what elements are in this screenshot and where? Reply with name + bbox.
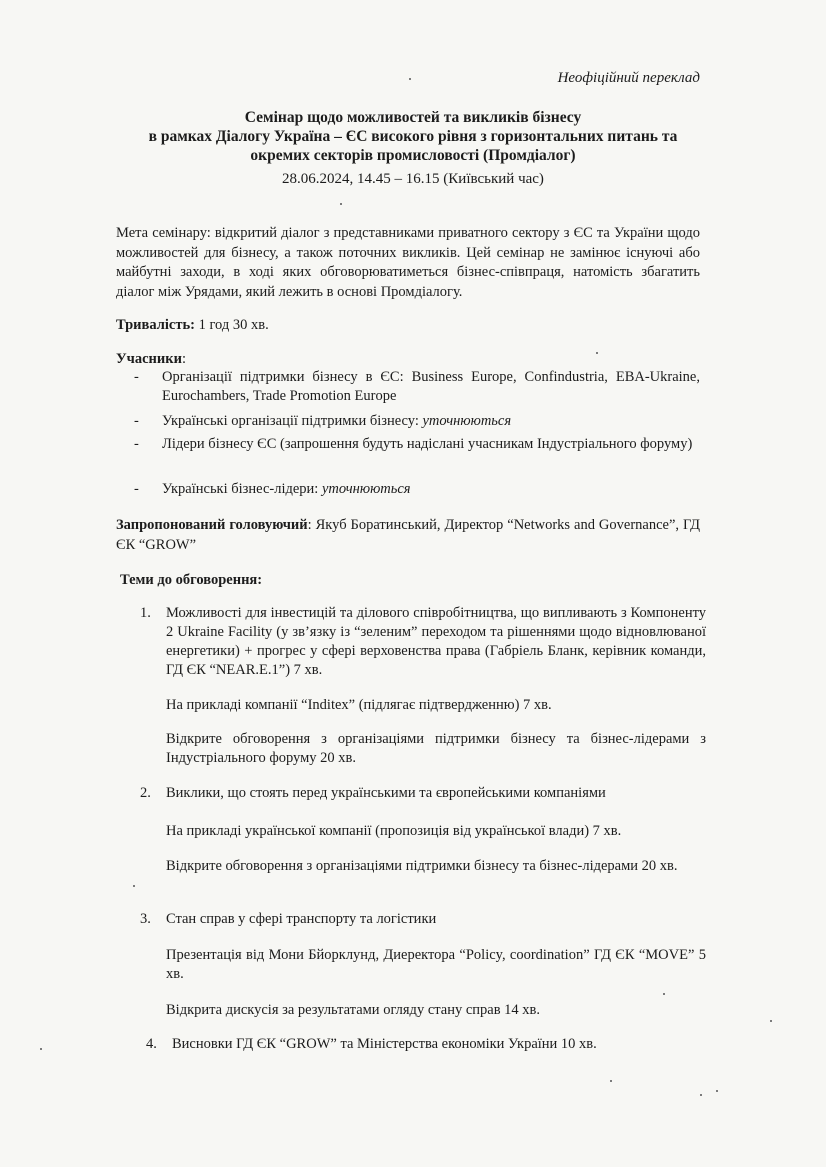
participant-text: Організації підтримки бізнесу в ЄС: Business Europe, Confindustria, EBA-Ukraine, Eurochambers, Trade Promotion Europe	[162, 369, 700, 404]
topic-text: Можливості для інвестицій та ділового співробітництва, що випливають з Компоненту 2 Ukraine Facility (у зв’язку із “зеленим” переходом та рішеннями щодо відновлюваної енергетики) + прогрес у сфері верховенства права (Габріель Бланк, керівник команди, ГД ЄК “NEAR.E.1”) 7 хв.	[166, 605, 706, 678]
topic-subitem: Відкрите обговорення з організаціями підтримки бізнесу та бізнес-лідерами з Індустріального форуму 20 хв.	[166, 731, 706, 766]
participant-status: уточнюються	[422, 413, 512, 429]
chair-value: : Якуб Боратинський, Директор “Networks and Governance”, ГД ЄК “GROW”	[116, 517, 700, 553]
topic-subitem: Презентація від Мони Бйорклунд, Диеректора “Policy, coordination” ГД ЄК “MOVE” 5 хв.	[166, 947, 706, 982]
scan-speck	[133, 885, 135, 887]
unofficial-translation-note: Неофіційний переклад	[557, 70, 700, 86]
scan-speck	[700, 1094, 702, 1096]
topic-number: 3.	[140, 911, 151, 927]
topic-text: Стан справ у сфері транспорту та логістики	[166, 911, 437, 927]
title-line: окремих секторів промисловості (Промдіалог)	[250, 147, 576, 164]
topic-number: 4.	[146, 1036, 157, 1052]
scan-speck	[340, 203, 342, 205]
scan-speck	[663, 993, 665, 995]
participant-text: Українські бізнес-лідери:	[162, 481, 322, 497]
scan-speck	[716, 1090, 718, 1092]
participant-status: уточнюються	[321, 481, 411, 497]
participant-item: - Організації підтримки бізнесу в ЄС: Business Europe, Confindustria, EBA-Ukraine, Eurochambers, Trade Promotion Europe	[134, 369, 700, 404]
topic-subitem: На прикладі української компанії (пропозиція від української влади) 7 хв.	[166, 823, 622, 839]
date-time: 28.06.2024, 14.45 – 16.15 (Київський час)	[282, 171, 544, 187]
proposed-chair	[116, 516, 700, 555]
participants-heading: Учасники:	[116, 351, 186, 367]
topic-item	[140, 784, 706, 803]
topic-number: 1.	[140, 605, 151, 621]
topic-text: Виклики, що стоять перед українськими та європейськими компаніями	[166, 785, 606, 801]
document-title	[0, 108, 826, 165]
scan-speck	[596, 352, 598, 354]
title-line: Семінар щодо можливостей та викликів бізнесу	[244, 109, 582, 126]
chair-label: Запропонований головуючий	[116, 517, 308, 533]
topic-subitem: На прикладі компанії “Inditex” (підлягає підтвердженню) 7 хв.	[166, 697, 552, 713]
duration-label: Тривалість:	[116, 317, 195, 333]
duration	[116, 316, 700, 336]
title-line: в рамках Діалогу Україна – ЄС високого рівня з горизонтальних питань та	[148, 128, 678, 145]
duration-value: 1 год 30 хв.	[198, 317, 269, 333]
topic-subitem: Відкрите обговорення з організаціями підтримки бізнесу та бізнес-лідерами 20 хв.	[166, 858, 678, 874]
scan-speck	[770, 1020, 772, 1022]
scan-speck	[610, 1080, 612, 1082]
topic-number: 2.	[140, 785, 151, 801]
seminar-purpose: Мета семінару: відкритий діалог з представниками приватного сектору з ЄС та України щодо можливостей для бізнесу, а також поточних викликів. Цей семінар не замінює існуючі або майбутні заходи, в ході яких обговорюватиметься бізнес-співпраця, натомість збагатить діалог між Урядами, який лежить в основі Промдіалогу.	[116, 225, 700, 300]
topic-text: Висновки ГД ЄК “GROW” та Міністерства економіки України 10 хв.	[172, 1036, 597, 1052]
topic-item	[146, 1035, 712, 1054]
topic-item	[140, 910, 706, 929]
participant-text: Лідери бізнесу ЄС (запрошення будуть надіслані учасникам Індустріального форуму)	[162, 436, 693, 452]
participants-label: Учасники	[116, 351, 182, 367]
scan-speck	[409, 78, 411, 80]
topic-subitem: Відкрита дискусія за результатами огляду стану справ 14 хв.	[166, 1002, 541, 1018]
scan-speck	[40, 1048, 42, 1050]
participant-item: - Українські бізнес-лідери: уточнюються	[134, 481, 411, 497]
participant-item: - Українські організації підтримки бізнесу: уточнюються	[134, 413, 512, 429]
participant-text: Українські організації підтримки бізнесу:	[162, 413, 423, 429]
participant-item: - Лідери бізнесу ЄС (запрошення будуть надіслані учасникам Індустріального форуму)	[134, 436, 693, 452]
topics-heading: Теми до обговорення:	[120, 572, 263, 588]
topic-item	[140, 604, 706, 680]
